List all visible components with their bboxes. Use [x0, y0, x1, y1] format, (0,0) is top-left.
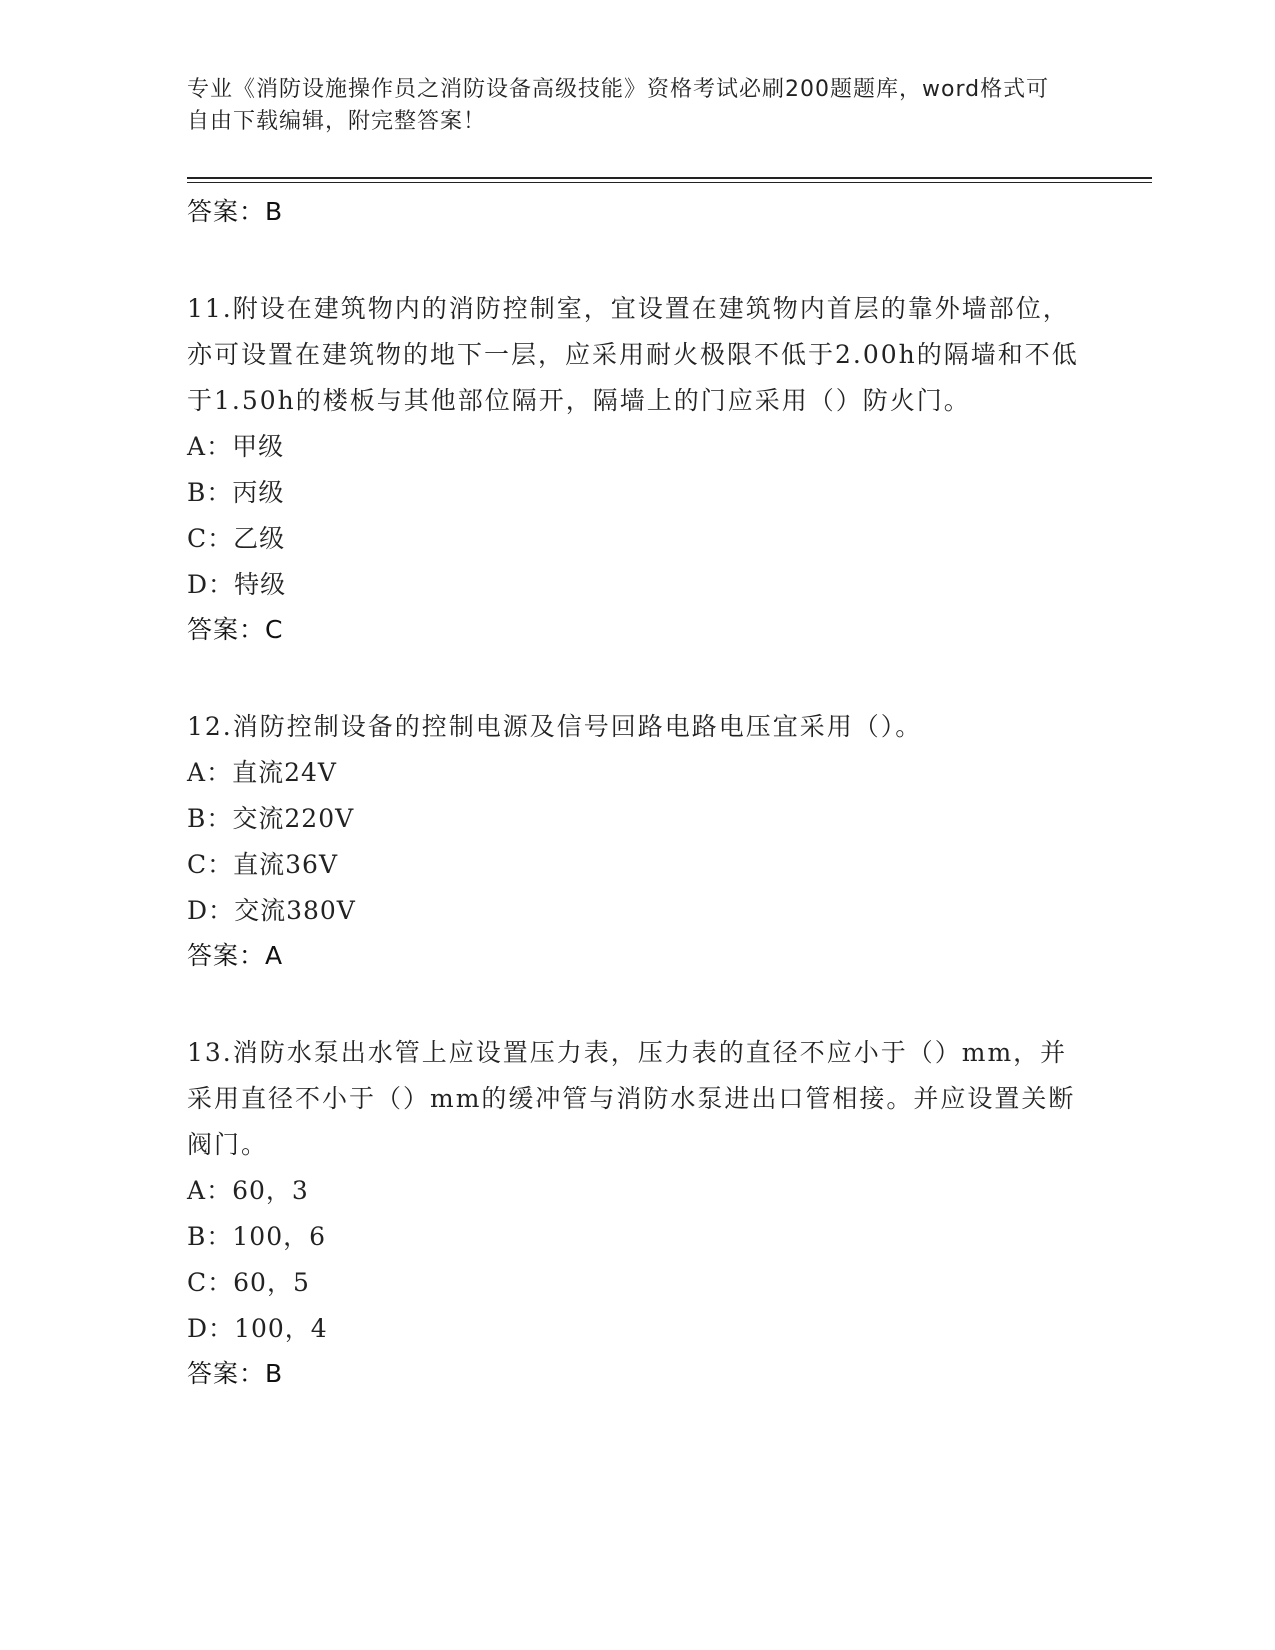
option-letter: B	[187, 478, 207, 507]
option-text: 60，5	[233, 1268, 310, 1297]
option-separator: ：	[206, 478, 233, 507]
option-c	[187, 842, 1087, 888]
question-list	[187, 190, 1087, 1396]
option-text: 100，6	[232, 1222, 327, 1251]
answer-line: 答案：B	[187, 197, 284, 226]
header-rule-thick	[187, 177, 1152, 179]
question-item	[187, 1030, 1087, 1396]
question-item	[187, 704, 1087, 978]
option-letter: A	[187, 1176, 207, 1205]
option-letter: B	[187, 804, 207, 833]
option-separator: ：	[207, 850, 234, 879]
header-rule-thin	[187, 182, 1152, 183]
question-item	[187, 286, 1087, 652]
option-c	[187, 516, 1087, 562]
answer-line: 答案：C	[187, 615, 284, 644]
option-b	[187, 796, 1087, 842]
option-text: 交流220V	[232, 804, 355, 833]
answer-line: 答案：A	[187, 941, 284, 970]
option-d	[187, 888, 1087, 934]
option-text: 100，4	[234, 1314, 328, 1343]
option-b	[187, 470, 1087, 516]
option-separator: ：	[208, 570, 235, 599]
option-letter: D	[187, 1314, 209, 1343]
option-c	[187, 1260, 1087, 1306]
option-separator: ：	[206, 758, 233, 787]
option-separator: ：	[206, 804, 233, 833]
option-separator: ：	[206, 1176, 233, 1205]
option-separator: ：	[208, 1314, 235, 1343]
option-letter: A	[187, 758, 207, 787]
option-b	[187, 1214, 1087, 1260]
option-letter: D	[187, 570, 209, 599]
option-a	[187, 424, 1087, 470]
option-separator: ：	[207, 1268, 234, 1297]
option-letter: C	[187, 1268, 208, 1297]
option-a	[187, 750, 1087, 796]
option-d	[187, 1306, 1087, 1352]
option-separator: ：	[207, 524, 234, 553]
option-separator: ：	[206, 1222, 233, 1251]
question-text: 12.消防控制设备的控制电源及信号回路电路电压宜采用（）。	[187, 712, 923, 741]
option-separator: ：	[206, 432, 233, 461]
question-text: 11.附设在建筑物内的消防控制室，宜设置在建筑物内首层的靠外墙部位，亦可设置在建筑物的地下一层，应采用耐火极限不低于2.00h的隔墙和不低于1.50h的楼板与其他部位隔开，隔墙上的门应采用（）防火门。	[187, 294, 1079, 415]
option-text: 交流380V	[234, 896, 356, 925]
option-text: 丙级	[232, 478, 285, 507]
option-text: 特级	[234, 570, 287, 599]
document-header: 专业《消防设施操作员之消防设备高级技能》资格考试必刷200题题库，word格式可自由下载编辑，附完整答案！	[187, 77, 1050, 134]
option-letter: D	[187, 896, 209, 925]
option-text: 60，3	[232, 1176, 309, 1205]
option-a	[187, 1168, 1087, 1214]
question-text: 13.消防水泵出水管上应设置压力表，压力表的直径不应小于（）mm，并采用直径不小于（）mm的缓冲管与消防水泵进出口管相接。并应设置关断阀门。	[187, 1038, 1076, 1159]
option-text: 直流36V	[233, 850, 339, 879]
option-d	[187, 562, 1087, 608]
option-text: 乙级	[233, 524, 286, 553]
option-text: 甲级	[232, 432, 285, 461]
option-separator: ：	[208, 896, 235, 925]
option-text: 直流24V	[232, 758, 337, 787]
option-letter: B	[187, 1222, 207, 1251]
option-letter: C	[187, 850, 208, 879]
option-letter: A	[187, 432, 207, 461]
option-letter: C	[187, 524, 208, 553]
answer-line: 答案：B	[187, 1359, 284, 1388]
